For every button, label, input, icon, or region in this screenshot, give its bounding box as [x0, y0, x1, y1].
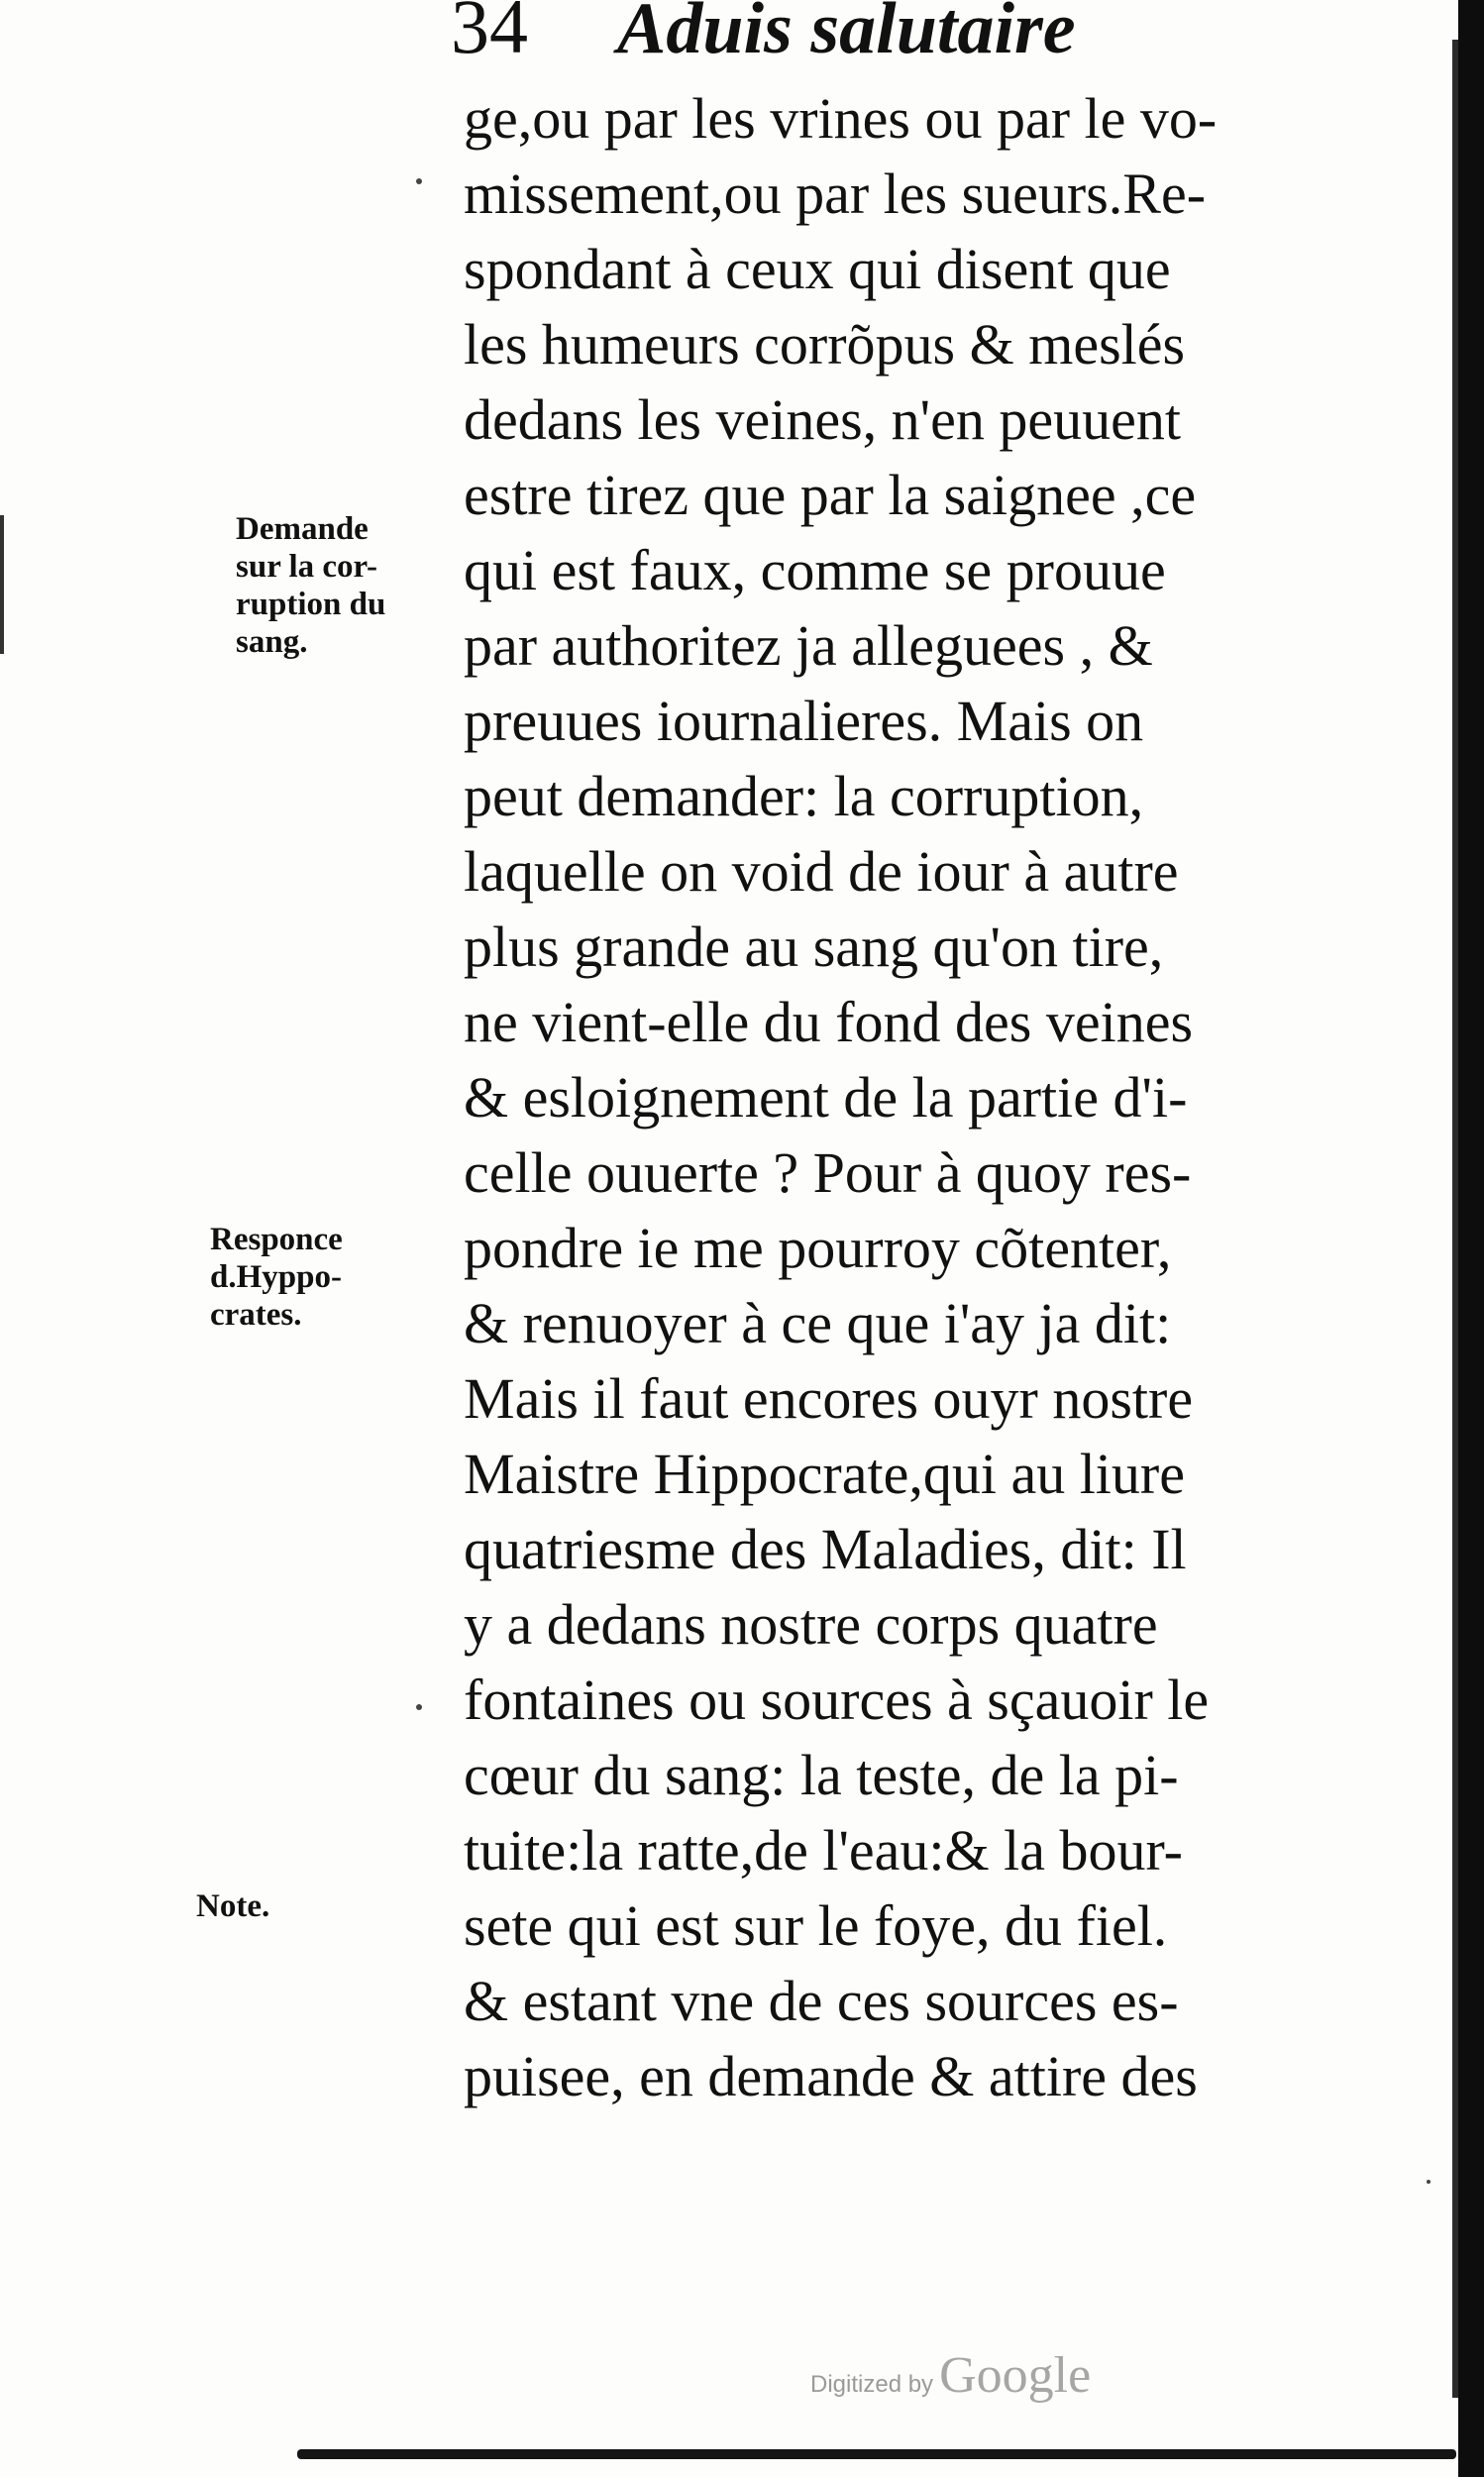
margin-note-line: Note.	[196, 1888, 270, 1924]
page-header	[451, 0, 1076, 81]
page-edge-bottom	[297, 2449, 1456, 2459]
text-line: quatriesme des Maladies, dit: Il	[464, 1517, 1187, 1581]
text-line: qui est faux, comme se prouue	[464, 538, 1166, 602]
page-edge-left	[0, 515, 4, 654]
margin-note-hippocrates	[210, 1221, 343, 1334]
text-line: & esloignement de la partie d'i-	[464, 1065, 1188, 1130]
margin-note-line: Demande	[236, 511, 369, 547]
margin-note-line: ruption du	[236, 587, 386, 622]
text-line: plus grande au sang qu'on tire,	[464, 915, 1164, 979]
text-line: ne vient-elle du fond des veines	[464, 990, 1194, 1054]
margin-note-line: sur la cor-	[236, 549, 377, 585]
text-line: peut demander: la corruption,	[464, 764, 1144, 828]
ink-speck	[416, 1704, 422, 1710]
text-line: par authoritez ja alleguees , &	[464, 613, 1153, 678]
digitized-watermark	[810, 2346, 1091, 2405]
margin-note-line: d.Hyppo-	[210, 1259, 342, 1295]
text-line: preuues iournalieres. Mais on	[464, 689, 1144, 753]
text-line: & renuoyer à ce que i'ay ja dit:	[464, 1291, 1172, 1355]
page-edge-right	[1458, 0, 1484, 2477]
text-line: y a dedans nostre corps quatre	[464, 1592, 1158, 1657]
ink-speck	[416, 178, 422, 184]
text-line: estre tirez que par la saignee ,ce	[464, 463, 1197, 527]
margin-note-line: sang.	[236, 624, 308, 660]
text-line: puisee, en demande & attire des	[464, 2044, 1198, 2108]
text-line: dedans les veines, n'en peuuent	[464, 387, 1181, 452]
running-title: Aduis salutaire	[617, 0, 1076, 69]
margin-note-corruption	[236, 510, 385, 661]
text-line: celle ouuerte ? Pour à quoy res-	[464, 1140, 1192, 1205]
text-line: pondre ie me pourroy cõtenter,	[464, 1216, 1172, 1280]
margin-note-line: Responce	[210, 1222, 343, 1257]
text-line: Mais il faut encores ouyr nostre	[464, 1366, 1194, 1431]
ink-speck	[1427, 2180, 1431, 2184]
text-line: laquelle on void de iour à autre	[464, 839, 1179, 904]
text-line: les humeurs corrõpus & meslés	[464, 312, 1186, 377]
watermark-prefix: Digitized by	[810, 2371, 934, 2398]
text-line: spondant à ceux qui disent que	[464, 237, 1171, 301]
margin-note-note	[196, 1887, 269, 1925]
text-line: sete qui est sur le foye, du fiel.	[464, 1893, 1168, 1958]
watermark-brand: Google	[939, 2347, 1092, 2404]
text-line: tuite:la ratte,de l'eau:& la bour-	[464, 1818, 1183, 1883]
body-text	[464, 81, 1415, 2114]
text-line: fontaines ou sources à sçauoir le	[464, 1668, 1210, 1732]
page-number: 34	[451, 0, 528, 69]
margin-note-line: crates.	[210, 1297, 302, 1333]
text-line: cœur du sang: la teste, de la pi-	[464, 1743, 1179, 1807]
text-line: missement,ou par les sueurs.Re-	[464, 162, 1207, 226]
page-edge-shadow	[1452, 40, 1458, 2398]
text-line: ge,ou par les vrines ou par le vo-	[464, 86, 1218, 151]
text-line: & estant vne de ces sources es-	[464, 1969, 1179, 2033]
text-line: Maistre Hippocrate,qui au liure	[464, 1442, 1185, 1506]
